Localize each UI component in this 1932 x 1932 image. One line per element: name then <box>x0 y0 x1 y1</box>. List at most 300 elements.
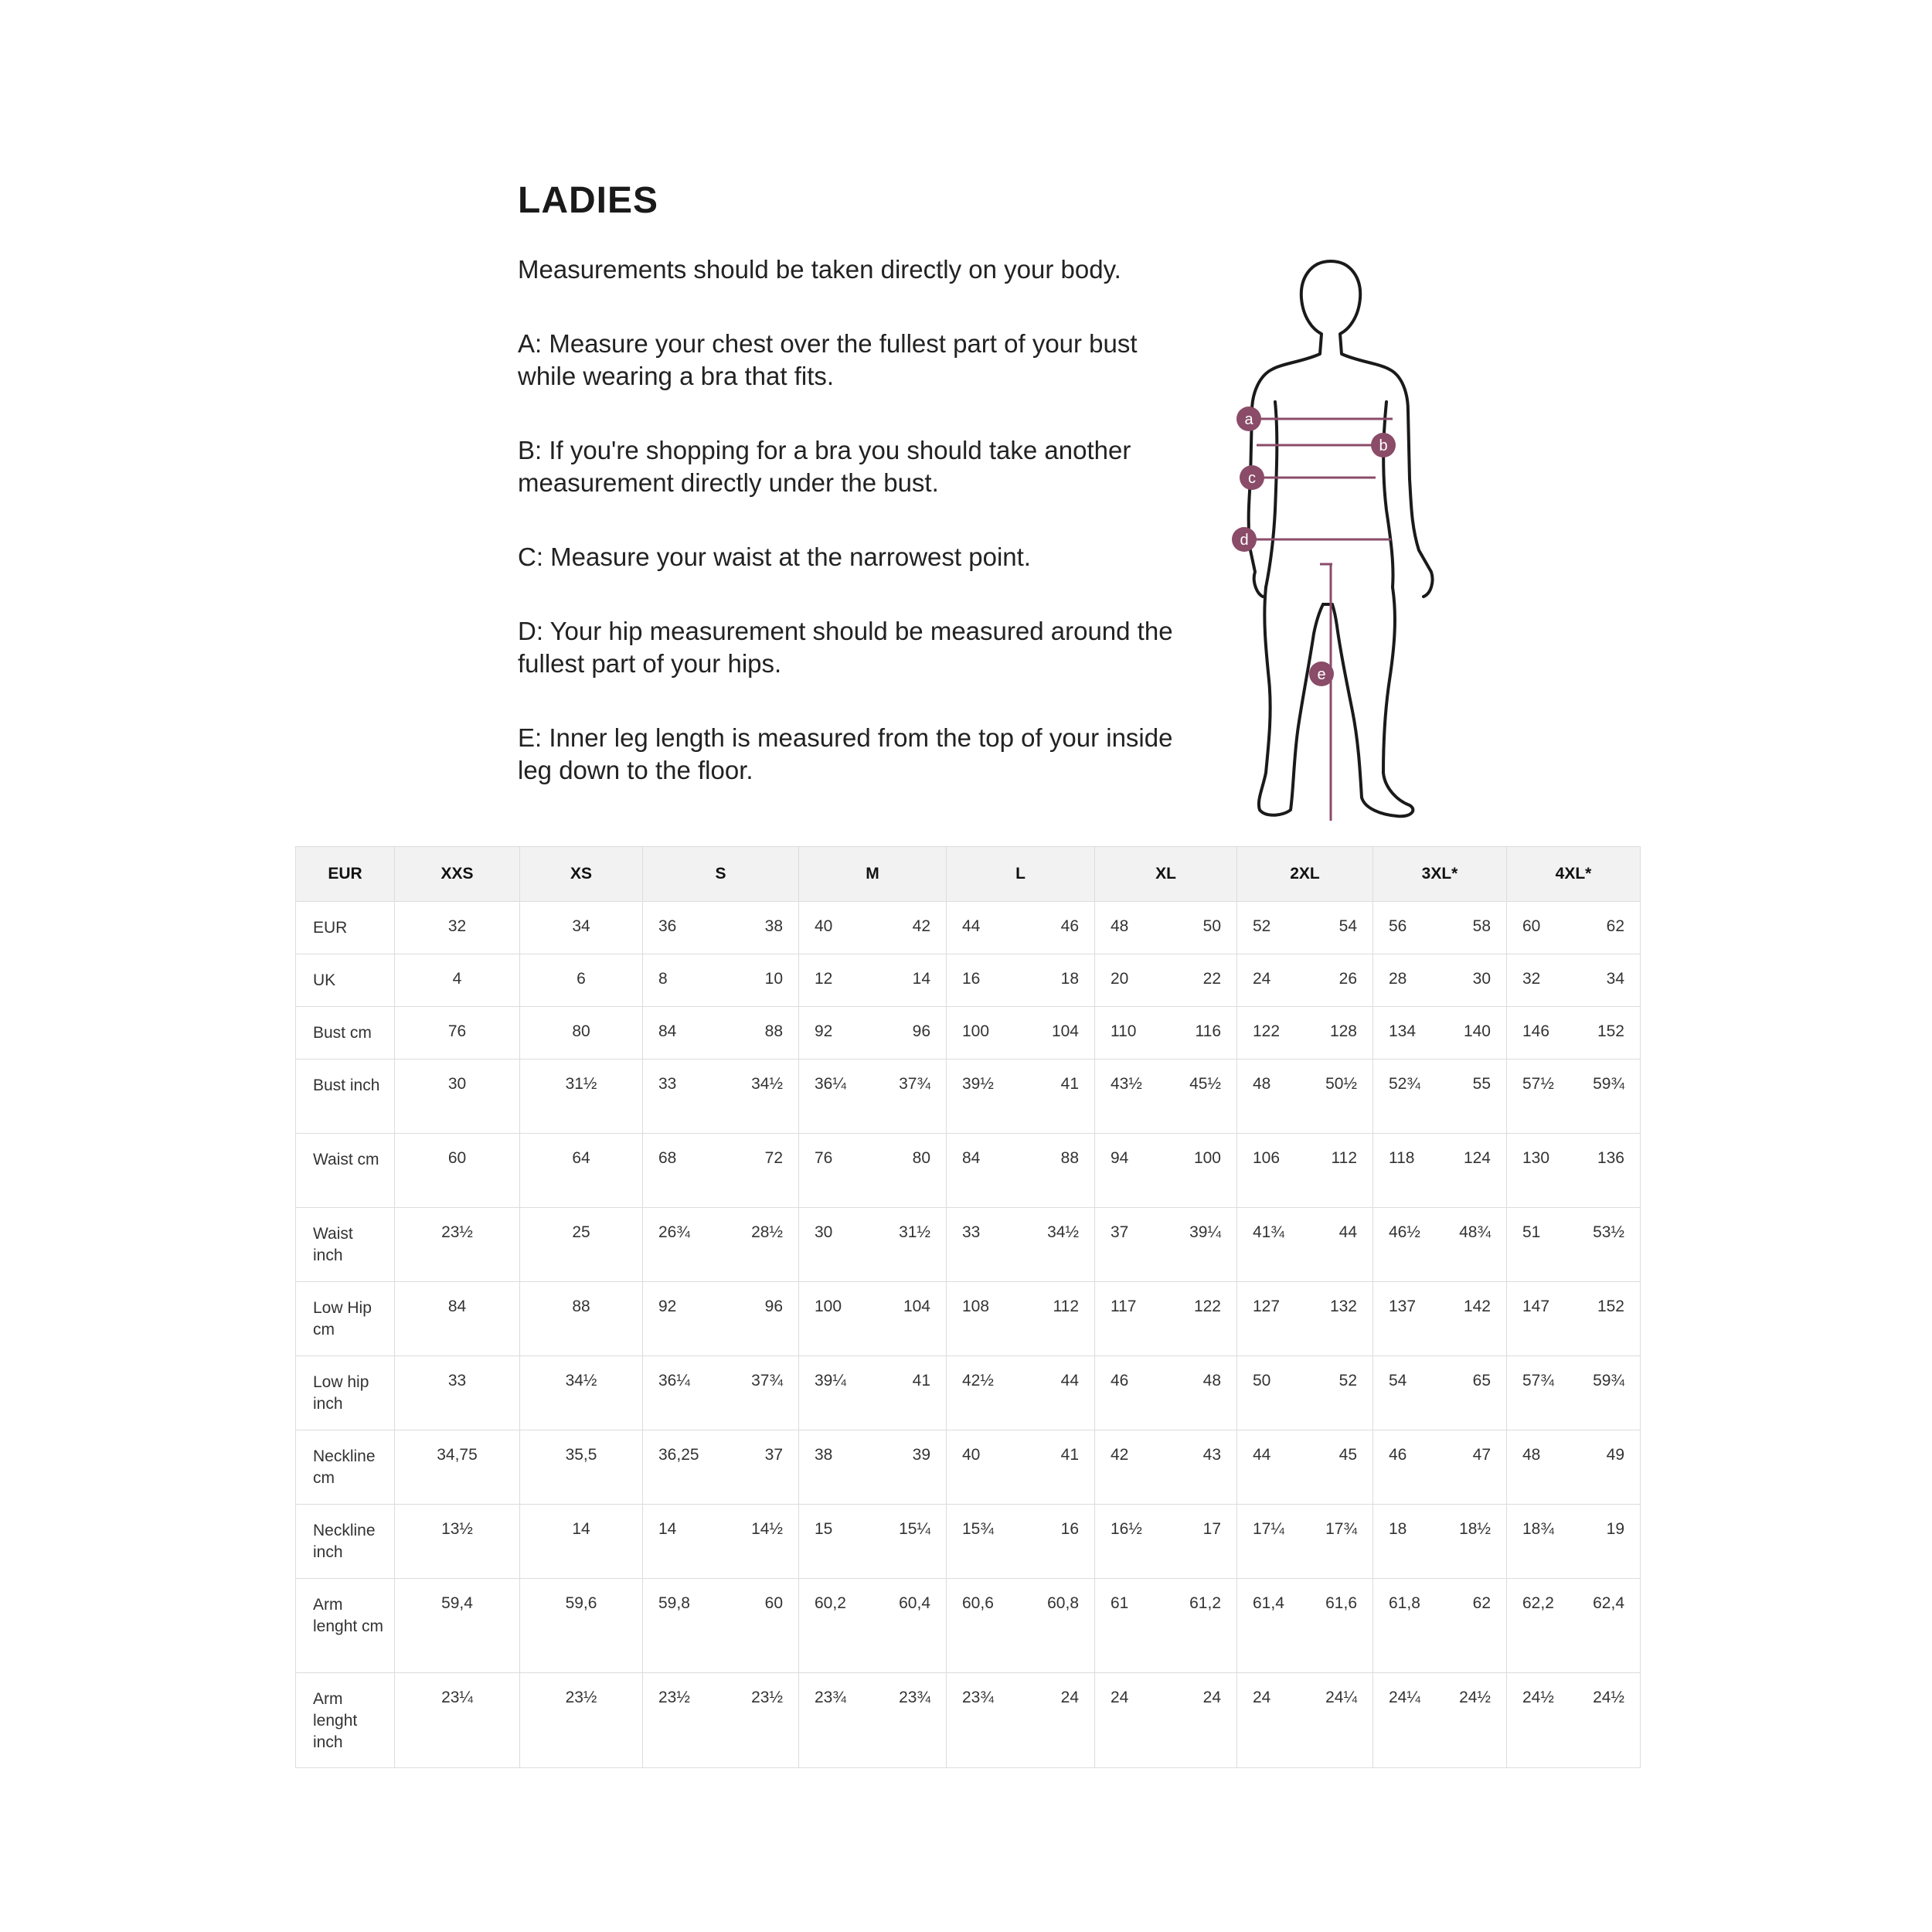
table-row <box>296 1579 1641 1673</box>
cell-value: 15 <box>815 1520 833 1538</box>
cell-value: 22 <box>1202 970 1221 988</box>
size-cell <box>799 1673 947 1768</box>
row-label: EUR <box>296 902 395 954</box>
cell-value: 26 <box>1338 970 1357 988</box>
instruction-b: B: If you're shopping for a bra you should take another measurement directly under the bust. <box>518 436 1131 497</box>
cell-value: 122 <box>1253 1022 1281 1040</box>
cell-value: 38 <box>764 917 783 935</box>
size-cell <box>799 1356 947 1430</box>
cell-value: 24 <box>1060 1689 1079 1706</box>
svg-text:b: b <box>1379 437 1388 454</box>
svg-text:e: e <box>1317 666 1326 683</box>
cell-value: 142 <box>1463 1298 1491 1315</box>
cell-value: 41 <box>1060 1075 1079 1093</box>
table-row <box>296 954 1641 1007</box>
cell-value: 117 <box>1111 1298 1137 1315</box>
cell-value: 56 <box>1389 917 1407 935</box>
size-cell <box>1237 1579 1373 1673</box>
size-cell <box>520 1430 643 1505</box>
cell-value: 34,75 <box>437 1446 478 1464</box>
marker-e-icon <box>1309 662 1334 686</box>
size-cell <box>1373 1579 1507 1673</box>
svg-text:a: a <box>1244 411 1253 428</box>
cell-value: 116 <box>1195 1022 1221 1040</box>
size-cell <box>1373 902 1507 954</box>
size-cell <box>643 1007 799 1060</box>
size-cell <box>643 1430 799 1505</box>
cell-value: 57½ <box>1522 1075 1554 1093</box>
cell-value: 140 <box>1463 1022 1491 1040</box>
size-cell <box>520 1208 643 1282</box>
cell-value: 104 <box>903 1298 930 1315</box>
cell-value: 64 <box>572 1149 590 1167</box>
table-row <box>296 1060 1641 1134</box>
size-cell <box>1373 1430 1507 1505</box>
row-label: Bust inch <box>296 1060 395 1134</box>
cell-value: 50 <box>1253 1372 1271 1389</box>
column-header: 3XL* <box>1373 847 1507 902</box>
size-cell <box>1237 1673 1373 1768</box>
cell-value: 24¼ <box>1389 1689 1420 1706</box>
cell-value: 16 <box>962 970 981 988</box>
size-cell <box>643 1673 799 1768</box>
cell-value: 60,4 <box>899 1594 930 1612</box>
cell-value: 36¼ <box>815 1075 846 1093</box>
cell-value: 6 <box>577 970 586 988</box>
cell-value: 48¾ <box>1459 1223 1491 1241</box>
marker-c-icon <box>1240 465 1264 490</box>
cell-value: 39½ <box>962 1075 994 1093</box>
marker-d-icon <box>1232 527 1257 552</box>
cell-value: 34½ <box>565 1372 597 1389</box>
cell-value: 16½ <box>1111 1520 1142 1538</box>
row-label: Waist cm <box>296 1134 395 1208</box>
size-cell <box>1237 1208 1373 1282</box>
cell-value: 18 <box>1389 1520 1407 1538</box>
cell-value: 43½ <box>1111 1075 1142 1093</box>
cell-value: 84 <box>962 1149 981 1167</box>
cell-value: 52¾ <box>1389 1075 1420 1093</box>
size-cell <box>1373 1007 1507 1060</box>
cell-value: 84 <box>658 1022 677 1040</box>
cell-value: 41 <box>1060 1446 1079 1464</box>
cell-value: 48 <box>1522 1446 1541 1464</box>
cell-value: 46 <box>1060 917 1079 935</box>
row-label: Arm lenght cm <box>296 1579 395 1673</box>
cell-value: 37¾ <box>899 1075 930 1093</box>
cell-value: 35,5 <box>565 1446 597 1464</box>
column-header: 4XL* <box>1507 847 1641 902</box>
cell-value: 60 <box>764 1594 783 1612</box>
size-cell <box>643 1208 799 1282</box>
row-label: Neckline cm <box>296 1430 395 1505</box>
cell-value: 128 <box>1329 1022 1357 1040</box>
size-cell <box>395 1356 520 1430</box>
cell-value: 84 <box>447 1298 467 1315</box>
cell-value: 60 <box>1522 917 1541 935</box>
column-header: XS <box>520 847 643 902</box>
cell-value: 112 <box>1331 1149 1357 1167</box>
cell-value: 44 <box>962 917 981 935</box>
size-cell <box>643 1356 799 1430</box>
cell-value: 32 <box>1522 970 1541 988</box>
cell-value: 4 <box>452 970 462 988</box>
cell-value: 76 <box>447 1022 467 1040</box>
cell-value: 60,8 <box>1047 1594 1079 1612</box>
cell-value: 54 <box>1389 1372 1407 1389</box>
size-cell <box>1237 1505 1373 1579</box>
size-chart-table-wrap <box>295 846 1640 1768</box>
size-cell <box>1507 1673 1641 1768</box>
cell-value: 10 <box>764 970 783 988</box>
cell-value: 127 <box>1253 1298 1281 1315</box>
cell-value: 36¼ <box>658 1372 690 1389</box>
cell-value: 17¾ <box>1325 1520 1357 1538</box>
cell-value: 108 <box>962 1298 990 1315</box>
cell-value: 62,4 <box>1593 1594 1624 1612</box>
column-header: XXS <box>395 847 520 902</box>
table-row <box>296 1007 1641 1060</box>
marker-a-icon <box>1236 406 1261 431</box>
cell-value: 24½ <box>1459 1689 1491 1706</box>
cell-value: 106 <box>1253 1149 1281 1167</box>
size-cell <box>1095 1673 1237 1768</box>
cell-value: 94 <box>1111 1149 1129 1167</box>
cell-value: 14 <box>658 1520 677 1538</box>
cell-value: 68 <box>658 1149 677 1167</box>
size-cell <box>947 1579 1095 1673</box>
size-cell <box>1237 1007 1373 1060</box>
size-cell <box>1373 1060 1507 1134</box>
cell-value: 46 <box>1111 1372 1129 1389</box>
cell-value: 51 <box>1522 1223 1541 1241</box>
cell-value: 24¼ <box>1325 1689 1357 1706</box>
cell-value: 33 <box>962 1223 981 1241</box>
size-cell <box>1095 1356 1237 1430</box>
cell-value: 19 <box>1606 1520 1624 1538</box>
size-cell <box>643 1505 799 1579</box>
size-cell <box>395 1007 520 1060</box>
cell-value: 36,25 <box>658 1446 699 1464</box>
cell-value: 60,2 <box>815 1594 846 1612</box>
size-cell <box>1095 1007 1237 1060</box>
cell-value: 33 <box>447 1372 467 1389</box>
cell-value: 31½ <box>565 1075 597 1093</box>
cell-value: 45 <box>1338 1446 1357 1464</box>
size-cell <box>1237 1282 1373 1356</box>
size-cell <box>1095 1208 1237 1282</box>
cell-value: 28½ <box>751 1223 783 1241</box>
size-cell <box>643 1134 799 1208</box>
size-cell <box>1373 1356 1507 1430</box>
cell-value: 100 <box>815 1298 842 1315</box>
body-outline-icon <box>1229 247 1461 835</box>
cell-value: 50 <box>1202 917 1221 935</box>
cell-value: 28 <box>1389 970 1407 988</box>
cell-value: 80 <box>572 1022 590 1040</box>
size-cell <box>1237 1134 1373 1208</box>
cell-value: 57¾ <box>1522 1372 1554 1389</box>
cell-value: 49 <box>1606 1446 1624 1464</box>
size-cell <box>1507 902 1641 954</box>
cell-value: 88 <box>764 1022 783 1040</box>
size-cell <box>520 1282 643 1356</box>
size-cell <box>395 1060 520 1134</box>
column-header: M <box>799 847 947 902</box>
cell-value: 37 <box>1111 1223 1129 1241</box>
size-cell <box>1507 1208 1641 1282</box>
cell-value: 33 <box>658 1075 677 1093</box>
column-header: 2XL <box>1237 847 1373 902</box>
cell-value: 16 <box>1060 1520 1079 1538</box>
table-row <box>296 1430 1641 1505</box>
cell-value: 92 <box>815 1022 833 1040</box>
instruction-intro: Measurements should be taken directly on your body. <box>518 255 1121 284</box>
size-cell <box>947 1007 1095 1060</box>
cell-value: 17 <box>1202 1520 1221 1538</box>
size-cell <box>395 1208 520 1282</box>
cell-value: 42 <box>912 917 930 935</box>
size-cell <box>520 954 643 1007</box>
cell-value: 44 <box>1060 1372 1079 1389</box>
cell-value: 53½ <box>1593 1223 1624 1241</box>
cell-value: 62,2 <box>1522 1594 1554 1612</box>
cell-value: 60 <box>447 1149 467 1167</box>
cell-value: 34½ <box>751 1075 783 1093</box>
size-cell <box>1507 954 1641 1007</box>
cell-value: 80 <box>912 1149 930 1167</box>
size-cell <box>947 1208 1095 1282</box>
size-table-body <box>296 902 1641 1768</box>
table-row <box>296 1208 1641 1282</box>
row-label: Low Hip cm <box>296 1282 395 1356</box>
size-cell <box>799 1208 947 1282</box>
cell-value: 147 <box>1522 1298 1550 1315</box>
cell-value: 15¾ <box>962 1520 994 1538</box>
instruction-a: A: Measure your chest over the fullest part of your bust while wearing a bra that fits. <box>518 329 1138 390</box>
cell-value: 23¾ <box>899 1689 930 1706</box>
size-cell <box>1095 1282 1237 1356</box>
cell-value: 42 <box>1111 1446 1129 1464</box>
size-cell <box>1237 902 1373 954</box>
size-cell <box>1237 1430 1373 1505</box>
cell-value: 44 <box>1338 1223 1357 1241</box>
cell-value: 46 <box>1389 1446 1407 1464</box>
cell-value: 14½ <box>751 1520 783 1538</box>
size-cell <box>799 902 947 954</box>
instruction-d: D: Your hip measurement should be measured around the fullest part of your hips. <box>518 617 1173 678</box>
cell-value: 24 <box>1202 1689 1221 1706</box>
cell-value: 61,8 <box>1389 1594 1420 1612</box>
cell-value: 18½ <box>1459 1520 1491 1538</box>
cell-value: 118 <box>1389 1149 1415 1167</box>
cell-value: 37 <box>764 1446 783 1464</box>
table-row <box>296 902 1641 954</box>
size-cell <box>395 1134 520 1208</box>
size-cell <box>520 1134 643 1208</box>
table-row <box>296 1356 1641 1430</box>
svg-text:c: c <box>1248 470 1256 487</box>
cell-value: 48 <box>1202 1372 1221 1389</box>
cell-value: 38 <box>815 1446 833 1464</box>
cell-value: 134 <box>1389 1022 1417 1040</box>
cell-value: 34½ <box>1047 1223 1079 1241</box>
size-cell <box>1095 1505 1237 1579</box>
measurement-instructions <box>518 253 1198 828</box>
cell-value: 48 <box>1111 917 1129 935</box>
column-header: XL <box>1095 847 1237 902</box>
size-cell <box>395 1673 520 1768</box>
column-header: EUR <box>296 847 395 902</box>
cell-value: 40 <box>962 1446 981 1464</box>
size-cell <box>643 954 799 1007</box>
size-cell <box>799 1505 947 1579</box>
cell-value: 24 <box>1111 1689 1129 1706</box>
size-cell <box>520 902 643 954</box>
cell-value: 18¾ <box>1522 1520 1554 1538</box>
size-cell <box>947 1282 1095 1356</box>
cell-value: 96 <box>912 1022 930 1040</box>
marker-b-icon <box>1371 433 1396 457</box>
cell-value: 30 <box>1472 970 1491 988</box>
size-cell <box>520 1060 643 1134</box>
size-cell <box>1507 1134 1641 1208</box>
row-label: UK <box>296 954 395 1007</box>
size-cell <box>1507 1060 1641 1134</box>
size-cell <box>643 1579 799 1673</box>
cell-value: 45½ <box>1189 1075 1221 1093</box>
instruction-e: E: Inner leg length is measured from the top of your inside leg down to the floor. <box>518 723 1173 784</box>
cell-value: 15¼ <box>899 1520 930 1538</box>
cell-value: 146 <box>1522 1022 1550 1040</box>
cell-value: 54 <box>1338 917 1357 935</box>
cell-value: 14 <box>572 1520 590 1538</box>
cell-value: 30 <box>815 1223 833 1241</box>
cell-value: 43 <box>1202 1446 1221 1464</box>
cell-value: 14 <box>912 970 930 988</box>
cell-value: 40 <box>815 917 833 935</box>
cell-value: 59¾ <box>1593 1372 1624 1389</box>
size-cell <box>799 954 947 1007</box>
cell-value: 55 <box>1472 1075 1491 1093</box>
cell-value: 124 <box>1463 1149 1491 1167</box>
cell-value: 30 <box>447 1075 467 1093</box>
size-cell <box>1507 1505 1641 1579</box>
cell-value: 25 <box>572 1223 590 1241</box>
cell-value: 58 <box>1472 917 1491 935</box>
cell-value: 96 <box>764 1298 783 1315</box>
size-cell <box>947 954 1095 1007</box>
size-cell <box>1507 1579 1641 1673</box>
size-cell <box>1095 1134 1237 1208</box>
cell-value: 110 <box>1111 1022 1137 1040</box>
cell-value: 59¾ <box>1593 1075 1624 1093</box>
size-cell <box>1237 1060 1373 1134</box>
cell-value: 62 <box>1472 1594 1491 1612</box>
page-title: LADIES <box>518 180 659 221</box>
size-cell <box>799 1282 947 1356</box>
cell-value: 39¼ <box>1189 1223 1221 1241</box>
size-cell <box>1373 1208 1507 1282</box>
cell-value: 61,2 <box>1189 1594 1221 1612</box>
cell-value: 24½ <box>1522 1689 1554 1706</box>
row-label: Neckline inch <box>296 1505 395 1579</box>
size-cell <box>395 902 520 954</box>
table-row <box>296 1134 1641 1208</box>
cell-value: 112 <box>1053 1298 1079 1315</box>
cell-value: 37¾ <box>751 1372 783 1389</box>
size-cell <box>1507 1356 1641 1430</box>
cell-value: 152 <box>1597 1022 1624 1040</box>
cell-value: 92 <box>658 1298 677 1315</box>
size-cell <box>947 902 1095 954</box>
cell-value: 23¾ <box>962 1689 994 1706</box>
cell-value: 52 <box>1253 917 1271 935</box>
size-cell <box>947 1356 1095 1430</box>
cell-value: 8 <box>658 970 668 988</box>
cell-value: 59,6 <box>565 1594 597 1612</box>
size-cell <box>1507 1430 1641 1505</box>
size-cell <box>520 1356 643 1430</box>
size-cell <box>1507 1007 1641 1060</box>
cell-value: 136 <box>1597 1149 1624 1167</box>
size-cell <box>395 1430 520 1505</box>
cell-value: 59,4 <box>441 1594 473 1612</box>
cell-value: 100 <box>1193 1149 1221 1167</box>
row-label: Bust cm <box>296 1007 395 1060</box>
cell-value: 47 <box>1472 1446 1491 1464</box>
cell-value: 61 <box>1111 1594 1129 1612</box>
cell-value: 59,8 <box>658 1594 690 1612</box>
size-cell <box>643 902 799 954</box>
cell-value: 26¾ <box>658 1223 690 1241</box>
cell-value: 65 <box>1472 1372 1491 1389</box>
size-cell <box>520 1579 643 1673</box>
size-cell <box>1095 1060 1237 1134</box>
cell-value: 122 <box>1193 1298 1221 1315</box>
cell-value: 24½ <box>1593 1689 1624 1706</box>
cell-value: 76 <box>815 1149 833 1167</box>
size-cell <box>520 1505 643 1579</box>
size-cell <box>1373 1134 1507 1208</box>
cell-value: 17¼ <box>1253 1520 1284 1538</box>
size-cell <box>1237 954 1373 1007</box>
cell-value: 41 <box>912 1372 930 1389</box>
instruction-c: C: Measure your waist at the narrowest point. <box>518 543 1031 571</box>
size-header-row <box>296 847 1641 902</box>
cell-value: 23½ <box>565 1689 597 1706</box>
cell-value: 36 <box>658 917 677 935</box>
cell-value: 18 <box>1060 970 1079 988</box>
size-cell <box>1095 954 1237 1007</box>
cell-value: 72 <box>764 1149 783 1167</box>
size-cell <box>947 1430 1095 1505</box>
row-label: Arm lenght inch <box>296 1673 395 1768</box>
cell-value: 34 <box>1606 970 1624 988</box>
cell-value: 31½ <box>899 1223 930 1241</box>
size-cell <box>799 1579 947 1673</box>
table-row <box>296 1673 1641 1768</box>
cell-value: 100 <box>962 1022 990 1040</box>
cell-value: 23¼ <box>441 1689 473 1706</box>
cell-value: 42½ <box>962 1372 994 1389</box>
size-cell <box>643 1060 799 1134</box>
cell-value: 130 <box>1522 1149 1550 1167</box>
size-cell <box>520 1673 643 1768</box>
column-header: S <box>643 847 799 902</box>
cell-value: 61,4 <box>1253 1594 1284 1612</box>
size-cell <box>395 954 520 1007</box>
